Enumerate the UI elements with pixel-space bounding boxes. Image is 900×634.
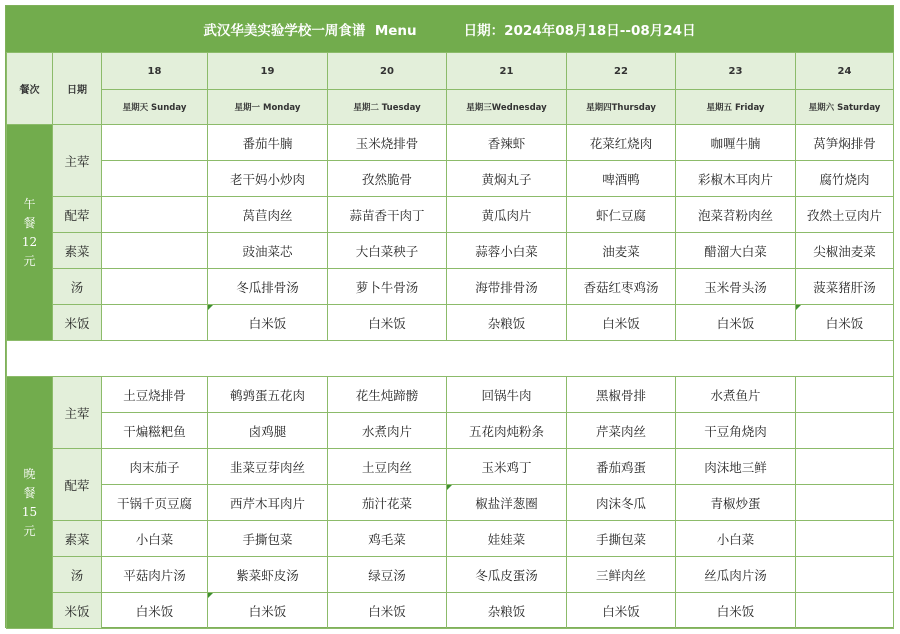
dinner-dish: 紫菜虾皮汤: [208, 557, 328, 593]
dinner-dish: 白米饭: [208, 593, 328, 629]
lunch-dish: 黄焖丸子: [447, 161, 567, 197]
day-name: 星期六 Saturday: [796, 90, 894, 125]
lunch-dish: [102, 269, 208, 305]
dinner-dish: 番茄鸡蛋: [567, 449, 676, 485]
day-number: 18: [102, 53, 208, 90]
dinner-dish: 卤鸡腿: [208, 413, 328, 449]
dinner-dish: 土豆肉丝: [328, 449, 447, 485]
menu-title: 武汉华美实验学校一周食谱 Menu: [203, 23, 417, 39]
dinner-dish: [796, 449, 894, 485]
dinner-category-soup: 汤: [53, 557, 102, 593]
dinner-dish: 干锅千页豆腐: [102, 485, 208, 521]
day-number: 22: [567, 53, 676, 90]
lunch-dish: 泡菜苕粉肉丝: [676, 197, 796, 233]
dinner-dish: 鸡毛菜: [328, 521, 447, 557]
lunch-dish: 腐竹烧肉: [796, 161, 894, 197]
dinner-dish: 白米饭: [567, 593, 676, 629]
dinner-dish: 手撕包菜: [208, 521, 328, 557]
dinner-dish: 肉沫冬瓜: [567, 485, 676, 521]
lunch-dish: 萝卜牛骨汤: [328, 269, 447, 305]
lunch-dish: [102, 161, 208, 197]
title-bar: [6, 6, 893, 52]
lunch-dish: 莴笋焖排骨: [796, 125, 894, 161]
lunch-dish: 白米饭: [796, 305, 894, 341]
day-number: 19: [208, 53, 328, 90]
dinner-dish: [796, 413, 894, 449]
dinner-dish: 土豆烧排骨: [102, 377, 208, 413]
dinner-dish: 青椒炒蛋: [676, 485, 796, 521]
lunch-category-veg: 素菜: [53, 233, 102, 269]
dinner-dish: 茄汁花菜: [328, 485, 447, 521]
dinner-dish: 冬瓜皮蛋汤: [447, 557, 567, 593]
dinner-dish: 肉末茄子: [102, 449, 208, 485]
dinner-dish: 白米饭: [102, 593, 208, 629]
lunch-category-side: 配荤: [53, 197, 102, 233]
menu-date-range: 日期：2024年08月18日--08月24日: [463, 23, 696, 39]
dinner-dish: 娃娃菜: [447, 521, 567, 557]
day-number: 20: [328, 53, 447, 90]
dinner-dish: 三鲜肉丝: [567, 557, 676, 593]
lunch-dish: 尖椒油麦菜: [796, 233, 894, 269]
lunch-dish: 虾仁豆腐: [567, 197, 676, 233]
dinner-dish: [796, 557, 894, 593]
dinner-dish: 白米饭: [676, 593, 796, 629]
day-number: 23: [676, 53, 796, 90]
lunch-dish: 豉油菜芯: [208, 233, 328, 269]
dinner-dish: 肉沫地三鲜: [676, 449, 796, 485]
dinner-dish: 芹菜肉丝: [567, 413, 676, 449]
menu-sheet: [5, 5, 894, 628]
dinner-dish: 杂粮饭: [447, 593, 567, 629]
lunch-label: 午 餐 12 元: [7, 125, 53, 341]
lunch-dish: 孜然脆骨: [328, 161, 447, 197]
dinner-dish: [796, 593, 894, 629]
dinner-category-rice: 米饭: [53, 593, 102, 629]
lunch-dish: 菠菜猪肝汤: [796, 269, 894, 305]
dinner-dish: 丝瓜肉片汤: [676, 557, 796, 593]
dinner-dish: 小白菜: [102, 521, 208, 557]
dinner-dish: 黑椒骨排: [567, 377, 676, 413]
dinner-dish: 西芹木耳肉片: [208, 485, 328, 521]
dinner-dish: 韭菜豆芽肉丝: [208, 449, 328, 485]
lunch-category-rice: 米饭: [53, 305, 102, 341]
lunch-dish: 白米饭: [676, 305, 796, 341]
lunch-dish: 白米饭: [328, 305, 447, 341]
lunch-dish: 大白菜秧子: [328, 233, 447, 269]
lunch-dish: 玉米骨头汤: [676, 269, 796, 305]
lunch-dish: 花菜红烧肉: [567, 125, 676, 161]
day-number: 21: [447, 53, 567, 90]
lunch-dish: 油麦菜: [567, 233, 676, 269]
dinner-label: 晚 餐 15 元: [7, 377, 53, 629]
dinner-dish: 平菇肉片汤: [102, 557, 208, 593]
dinner-dish: [796, 377, 894, 413]
dinner-category-side: 配荤: [53, 449, 102, 521]
dinner-dish: 干豆角烧肉: [676, 413, 796, 449]
lunch-dish: 蒜蓉小白菜: [447, 233, 567, 269]
dinner-dish: 玉米鸡丁: [447, 449, 567, 485]
lunch-dish: 杂粮饭: [447, 305, 567, 341]
lunch-dish: 香菇红枣鸡汤: [567, 269, 676, 305]
dinner-category-main: 主荤: [53, 377, 102, 449]
lunch-dish: 蒜苗香干肉丁: [328, 197, 447, 233]
lunch-dish: 玉米烧排骨: [328, 125, 447, 161]
lunch-dish: 啤酒鸭: [567, 161, 676, 197]
dinner-category-veg: 素菜: [53, 521, 102, 557]
lunch-dish: 白米饭: [567, 305, 676, 341]
day-name: 星期一 Monday: [208, 90, 328, 125]
dinner-dish: 鹌鹑蛋五花肉: [208, 377, 328, 413]
lunch-dish: 海带排骨汤: [447, 269, 567, 305]
lunch-dish: [102, 125, 208, 161]
lunch-dish: 咖喱牛腩: [676, 125, 796, 161]
meal-header: 餐次: [7, 53, 53, 125]
day-number: 24: [796, 53, 894, 90]
weekly-menu-table: [6, 52, 894, 629]
lunch-dish: [102, 233, 208, 269]
day-name: 星期三Wednesday: [447, 90, 567, 125]
lunch-dish: 白米饭: [208, 305, 328, 341]
dinner-dish: 椒盐洋葱圈: [447, 485, 567, 521]
dinner-dish: 水煮肉片: [328, 413, 447, 449]
section-gap: [7, 341, 894, 377]
dinner-dish: 白米饭: [328, 593, 447, 629]
dinner-dish: 手撕包菜: [567, 521, 676, 557]
dinner-dish: [796, 485, 894, 521]
lunch-category-main: 主荤: [53, 125, 102, 197]
dinner-dish: 五花肉炖粉条: [447, 413, 567, 449]
lunch-dish: 莴苣肉丝: [208, 197, 328, 233]
lunch-dish: 醋溜大白菜: [676, 233, 796, 269]
lunch-dish: 孜然土豆肉片: [796, 197, 894, 233]
dinner-dish: 干煸糍粑鱼: [102, 413, 208, 449]
dinner-dish: 花生炖蹄髈: [328, 377, 447, 413]
lunch-dish: 彩椒木耳肉片: [676, 161, 796, 197]
dinner-dish: 回锅牛肉: [447, 377, 567, 413]
lunch-dish: [102, 197, 208, 233]
day-name: 星期四Thursday: [567, 90, 676, 125]
lunch-dish: 番茄牛腩: [208, 125, 328, 161]
lunch-dish: [102, 305, 208, 341]
dinner-dish: [796, 521, 894, 557]
day-name: 星期天 Sunday: [102, 90, 208, 125]
lunch-dish: 香辣虾: [447, 125, 567, 161]
dinner-dish: 小白菜: [676, 521, 796, 557]
day-name: 星期五 Friday: [676, 90, 796, 125]
dinner-dish: 水煮鱼片: [676, 377, 796, 413]
date-header: 日期: [53, 53, 102, 125]
lunch-dish: 冬瓜排骨汤: [208, 269, 328, 305]
lunch-dish: 黄瓜肉片: [447, 197, 567, 233]
lunch-dish: 老干妈小炒肉: [208, 161, 328, 197]
lunch-category-soup: 汤: [53, 269, 102, 305]
dinner-dish: 绿豆汤: [328, 557, 447, 593]
day-name: 星期二 Tuesday: [328, 90, 447, 125]
